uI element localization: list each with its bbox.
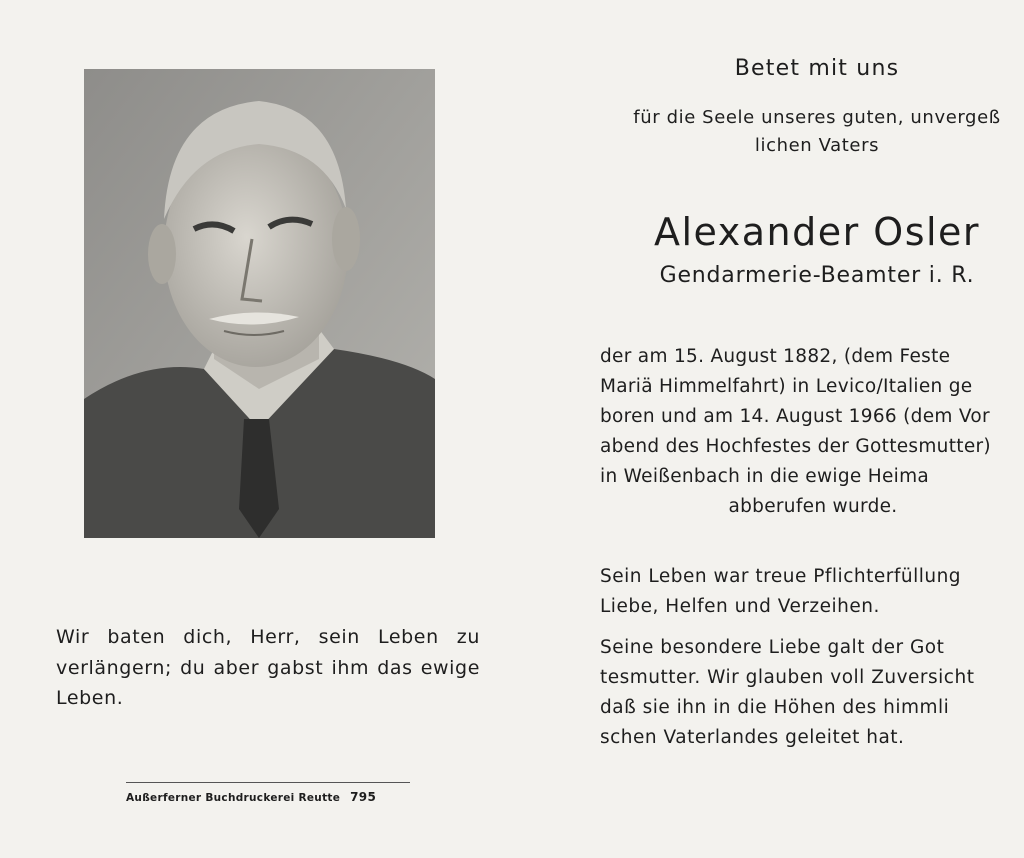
bio-line: der am 15. August 1882, (dem Feste — [600, 346, 951, 367]
life-line: Liebe, Helfen und Verzeihen. — [600, 596, 880, 617]
deceased-name: Alexander Osler — [653, 210, 981, 254]
portrait-photo — [84, 69, 435, 538]
life-line: Sein Leben war treue Pflichterfüllung — [600, 566, 962, 587]
dedication — [590, 104, 1024, 160]
dedication-line: lichen Vaters — [754, 135, 880, 156]
print-number: 795 — [350, 790, 377, 804]
printer-divider — [126, 782, 410, 783]
prayer-heading: Betet mit uns — [734, 56, 900, 81]
bio-line: in Weißenbach in die ewige Heima — [600, 466, 930, 487]
biography — [600, 342, 1024, 522]
devotion-line: tesmutter. Wir glauben voll Zuversicht — [600, 667, 975, 688]
devotion-line: Seine besondere Liebe galt der Got — [600, 637, 945, 658]
devotion-line: schen Vaterlandes geleitet hat. — [600, 727, 905, 748]
devotion-text — [600, 633, 1024, 753]
bio-line: boren und am 14. August 1966 (dem Vor — [600, 406, 990, 427]
devotion-line: daß sie ihn in die Höhen des himmli — [600, 697, 950, 718]
bio-line: abend des Hochfestes der Gottesmutter) — [600, 436, 991, 457]
bio-line: Mariä Himmelfahrt) in Levico/Italien ge — [600, 376, 973, 397]
left-prayer-text: Wir baten dich, Herr, sein Leben zu verlängern; du aber gabst ihm das ewige Leben. — [56, 626, 480, 709]
printer-imprint — [126, 790, 410, 804]
portrait-image — [84, 69, 435, 538]
deceased-title: Gendarmerie-Beamter i. R. — [659, 263, 975, 288]
bio-line: abberufen wurde. — [728, 496, 898, 517]
printer-name: Außerferner Buchdruckerei Reutte — [126, 792, 341, 804]
life-summary — [600, 562, 1024, 622]
dedication-line: für die Seele unseres guten, unvergeß — [633, 107, 1001, 128]
